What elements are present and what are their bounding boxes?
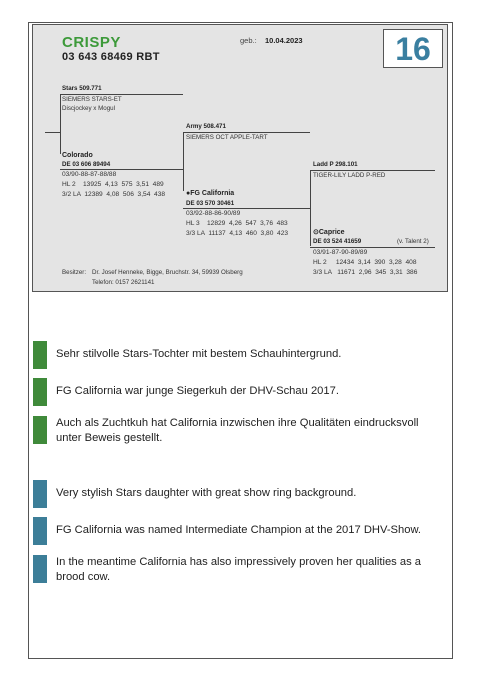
- remark-bullet-de-3: [33, 416, 47, 444]
- remark-de-3b: unter Beweis gestellt.: [56, 432, 163, 444]
- california-perf-2: 3/3 LA 11137 4,13 460 3,80 423: [186, 230, 289, 237]
- ear-number: 03 643 68469 RBT: [62, 51, 160, 63]
- animal-name: CRISPY: [62, 34, 121, 51]
- line-root: [45, 132, 60, 133]
- pedigree-card: [32, 24, 448, 292]
- remark-de-2: FG California war junge Siegerkuh der DHV-Schau 2017.: [56, 385, 339, 397]
- lot-number: 16: [383, 29, 443, 68]
- remark-en-1: Very stylish Stars daughter with great show ring background.: [56, 487, 357, 499]
- colorado-id: DE 03 606 89494: [62, 161, 111, 168]
- line-ladd: [310, 170, 435, 171]
- army-line1: SIEMERS OCT APPLE-TART: [186, 134, 268, 141]
- remark-en-3b: brood cow.: [56, 571, 111, 583]
- owner-phone: Telefon: 0157 2621141: [92, 279, 155, 286]
- line-gdam-vertical: [310, 170, 311, 246]
- line-stars: [60, 94, 183, 95]
- remark-bullet-en-2: [33, 517, 47, 545]
- remark-bullet-de-1: [33, 341, 47, 369]
- line-sire-vertical: [60, 94, 61, 154]
- owner-address: Dr. Josef Henneke, Bigge, Bruchstr. 34, 59939 Olsberg: [92, 269, 243, 276]
- stars-line1: SIEMERS STARS-ET: [62, 96, 122, 103]
- army-name: Army 508.471: [186, 123, 226, 130]
- remark-en-2: FG California was named Intermediate Champion at the 2017 DHV-Show.: [56, 524, 422, 536]
- caprice-note: (v. Talent 2): [397, 238, 429, 245]
- line-army: [183, 132, 310, 133]
- caprice-lactations: 03/91-87-90-89/89: [313, 249, 368, 256]
- remark-de-1: Sehr stilvolle Stars-Tochter mit bestem Schauhintergrund.: [56, 348, 342, 360]
- ladd-line1: TIGER-LILY LADD P-RED: [313, 172, 386, 179]
- california-lactations: 03/92-88-86-90/89: [186, 210, 241, 217]
- line-california: [183, 208, 310, 209]
- california-id: DE 03 570 30461: [186, 200, 235, 207]
- stars-line2: Discjockey x Mogul: [62, 105, 115, 112]
- line-colorado: [60, 169, 183, 170]
- colorado-lactations: 03/90-88-87-88/88: [62, 171, 117, 178]
- remark-bullet-de-2: [33, 378, 47, 406]
- caprice-id: DE 03 524 41659: [313, 238, 362, 245]
- colorado-perf-1: HL 2 13925 4,13 575 3,51 489: [62, 181, 164, 188]
- remark-en-3a: In the meantime California has also impressively proven her qualities as a: [56, 556, 422, 568]
- california-name: ●FG California: [186, 190, 235, 197]
- line-caprice: [310, 247, 435, 248]
- colorado-perf-2: 3/2 LA 12389 4,08 506 3,54 438: [62, 191, 166, 198]
- remark-bullet-en-1: [33, 480, 47, 508]
- birth-date: 10.04.2023: [265, 36, 303, 45]
- ladd-name: Ladd P 298.101: [313, 161, 358, 168]
- caprice-name: ⊙Caprice: [313, 229, 345, 236]
- owner-label: Besitzer:: [62, 269, 87, 276]
- caprice-perf-1: HL 2 12434 3,14 390 3,28 408: [313, 259, 417, 266]
- caprice-perf-2: 3/3 LA 11671 2,96 345 3,31 386: [313, 269, 418, 276]
- stars-name: Stars 509.771: [62, 85, 102, 92]
- california-perf-1: HL 3 12829 4,26 547 3,76 483: [186, 220, 288, 227]
- remark-de-3a: Auch als Zuchtkuh hat California inzwischen ihre Qualitäten eindrucksvoll: [56, 417, 419, 429]
- birth-label: geb.:: [240, 36, 257, 45]
- colorado-name: Colorado: [62, 152, 93, 159]
- remark-bullet-en-3: [33, 555, 47, 583]
- line-dam-vertical: [183, 132, 184, 191]
